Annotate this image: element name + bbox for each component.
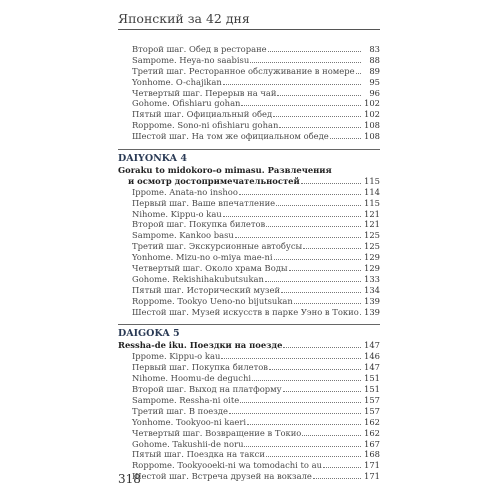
dot-leader — [240, 395, 361, 403]
dot-leader — [360, 307, 361, 315]
entry-page: 129 — [364, 252, 380, 263]
entry-text: Ippome. Kippu-o kau — [132, 351, 221, 362]
entry-text: Второй шаг. Обед в ресторане — [132, 44, 267, 54]
entry-text: Первый шаг. Покупка билетов — [132, 362, 269, 373]
dot-leader — [250, 55, 361, 63]
entry-page: 147 — [364, 362, 380, 373]
dot-leader — [244, 439, 361, 447]
toc-entry — [118, 44, 380, 55]
entry-page: 88 — [369, 54, 380, 65]
toc-entry — [118, 362, 380, 373]
toc-entry — [118, 120, 380, 131]
toc-entry — [118, 274, 380, 285]
dot-leader — [221, 351, 361, 359]
dot-leader — [283, 384, 361, 392]
entry-text: Первый шаг. Ваше впечатление — [132, 197, 276, 208]
toc-entry — [118, 241, 380, 252]
dot-leader — [356, 66, 361, 74]
toc-entry — [118, 351, 380, 362]
dot-leader — [266, 449, 361, 457]
entry-page: 121 — [364, 208, 380, 219]
dot-leader — [323, 460, 361, 468]
entry-page: 89 — [369, 65, 380, 76]
entry-page: 171 — [364, 471, 380, 482]
entry-text: Yonhome. Tookyoo-ni kaeri — [132, 416, 247, 427]
section-heading: DAIYONKA 4 — [118, 149, 380, 165]
toc-entry — [118, 439, 380, 450]
entry-text: Шестой шаг. Встреча друзей на вокзале — [132, 471, 312, 482]
entry-page: 96 — [369, 87, 380, 98]
entry-page: 157 — [364, 394, 380, 405]
entry-text: Четвертый шаг. Перерыв на чай — [132, 87, 277, 98]
toc-entry — [118, 109, 380, 120]
dot-leader — [252, 373, 361, 381]
entry-text: Sampome. Kankoo basu — [132, 230, 234, 241]
toc-entry — [118, 77, 380, 88]
entry-text: Ressha-de iku. Поездки на поезде — [118, 340, 283, 351]
entry-text: Sampome. Heya-no saabisu — [132, 54, 250, 65]
entry-text: Пятый шаг. Официальный обед — [132, 109, 273, 120]
entry-page: 146 — [364, 351, 380, 362]
entry-page: 114 — [364, 186, 380, 197]
dot-leader — [273, 109, 361, 117]
entry-text: Пятый шаг. Исторический музей — [132, 284, 281, 295]
entry-text: Пятый шаг. Поездка на такси — [132, 449, 265, 460]
entry-text: Yonhome. O-chajikan — [132, 76, 222, 87]
header-rule — [118, 29, 380, 30]
dot-leader — [268, 44, 361, 52]
toc-entry — [118, 187, 380, 198]
entry-text: Nihome. Hoomu-de deguchi — [132, 373, 252, 384]
entry-text: Roppome. Tookyo Ueno-no bijutsukan — [132, 295, 293, 306]
entry-page: 168 — [364, 449, 380, 460]
entry-page: 115 — [364, 197, 380, 208]
dot-leader — [265, 274, 361, 282]
entry-page: 151 — [364, 373, 380, 384]
toc-entry — [118, 66, 380, 77]
dot-leader — [276, 198, 361, 206]
dot-leader — [223, 77, 361, 85]
entry-text: Второй шаг. Покупка билетов — [132, 219, 266, 230]
toc-entry — [118, 460, 380, 471]
entry-text: Шестой шаг. На том же официальном обеде — [132, 131, 329, 142]
dot-leader — [247, 417, 361, 425]
dot-leader — [269, 362, 361, 370]
toc-entry — [118, 219, 380, 230]
entry-page: 133 — [364, 273, 380, 284]
entry-page: 171 — [364, 460, 380, 471]
dot-leader — [274, 252, 361, 260]
toc-entry — [118, 88, 380, 99]
dot-leader — [294, 296, 361, 304]
entry-text: Gohome. Rekishihakubutsukan — [132, 273, 264, 284]
entry-page: 129 — [364, 263, 380, 274]
entry-page: 115 — [364, 175, 380, 186]
toc-entry — [118, 406, 380, 417]
dot-leader — [313, 471, 361, 479]
entry-page: 139 — [364, 295, 380, 306]
entry-text: Ippome. Anata-no inshoo — [132, 186, 238, 197]
toc-entry — [118, 296, 380, 307]
dot-leader — [281, 285, 361, 293]
entry-text: Второй шаг. Выход на платформу — [132, 384, 282, 395]
toc-entry — [118, 307, 380, 318]
dot-leader — [277, 88, 361, 96]
chapter-title — [118, 176, 380, 187]
running-header: Японский за 42 дня — [118, 11, 250, 26]
entry-page: 95 — [369, 76, 380, 87]
entry-text: Nihome. Kippu-o kau — [132, 208, 222, 219]
dot-leader — [303, 241, 361, 249]
toc-entry — [118, 55, 380, 66]
entry-page: 147 — [364, 340, 380, 351]
entry-text: Goraku to midokoro-o mimasu. Развлечения — [118, 165, 332, 176]
entry-page: 151 — [364, 384, 380, 395]
toc-entry — [118, 428, 380, 439]
entry-text: Roppome. Tookyooeki-ni wa tomodachi to au — [132, 460, 322, 471]
section-heading: DAIGOKA 5 — [118, 324, 380, 340]
toc-entry — [118, 230, 380, 241]
chapter-title — [118, 340, 380, 351]
dot-leader — [289, 263, 361, 271]
entry-text: Третий шаг. В поезде — [132, 405, 228, 416]
entry-text: и осмотр достопримечательностей — [128, 175, 300, 186]
entry-text: Четвертый шаг. Возвращение в Токио — [132, 427, 302, 438]
entry-page: 162 — [364, 416, 380, 427]
toc-entry — [118, 263, 380, 274]
page-number: 318 — [118, 472, 141, 486]
entry-page: 167 — [364, 438, 380, 449]
entry-page: 108 — [364, 120, 380, 131]
entry-text: Четвертый шаг. Около храма Воды — [132, 263, 288, 274]
chapter-title — [118, 165, 380, 176]
toc-entry — [118, 98, 380, 109]
entry-page: 157 — [364, 405, 380, 416]
toc-entry — [118, 395, 380, 406]
dot-leader — [279, 120, 361, 128]
dot-leader — [235, 230, 361, 238]
toc-entry — [118, 285, 380, 296]
entry-text: Yonhome. Mizu-no o-miya mae-ni — [132, 252, 273, 263]
entry-page: 83 — [369, 44, 380, 54]
entry-page: 102 — [364, 98, 380, 109]
dot-leader — [241, 98, 361, 106]
entry-page: 121 — [364, 219, 380, 230]
dot-leader — [302, 428, 361, 436]
entry-text: Sampome. Ressha-ni oite — [132, 394, 240, 405]
toc-entry — [118, 384, 380, 395]
entry-page: 108 — [364, 131, 380, 142]
table-of-contents — [118, 44, 380, 482]
entry-text: Roppome. Sono-ni ofishiaru gohan — [132, 120, 279, 131]
dot-leader — [239, 187, 361, 195]
dot-leader — [301, 176, 361, 184]
toc-entry — [118, 373, 380, 384]
toc-entry — [118, 471, 380, 482]
dot-leader — [229, 406, 361, 414]
toc-entry — [118, 449, 380, 460]
dot-leader — [266, 219, 361, 227]
toc-entry — [118, 198, 380, 209]
toc-entry — [118, 209, 380, 220]
entry-page: 125 — [364, 241, 380, 252]
dot-leader — [330, 131, 361, 139]
entry-page: 102 — [364, 109, 380, 120]
entry-text: Третий шаг. Ресторанное обслуживание в номере — [132, 65, 355, 76]
entry-text: Третий шаг. Экскурсионные автобусы — [132, 241, 303, 252]
dot-leader — [223, 209, 361, 217]
entry-page: 162 — [364, 427, 380, 438]
toc-entry — [118, 417, 380, 428]
toc-entry — [118, 252, 380, 263]
entry-text: Шестой шаг. Музей искусств в парке Уэно в Токио — [132, 306, 359, 317]
entry-text: Gohome. Ofishiaru gohan — [132, 98, 241, 109]
entry-text: Gohome. Takushii-de noru — [132, 438, 244, 449]
dot-leader — [283, 340, 361, 348]
entry-page: 134 — [364, 284, 380, 295]
entry-page: 139 — [364, 306, 380, 317]
toc-entry — [118, 131, 380, 142]
entry-page: 125 — [364, 230, 380, 241]
